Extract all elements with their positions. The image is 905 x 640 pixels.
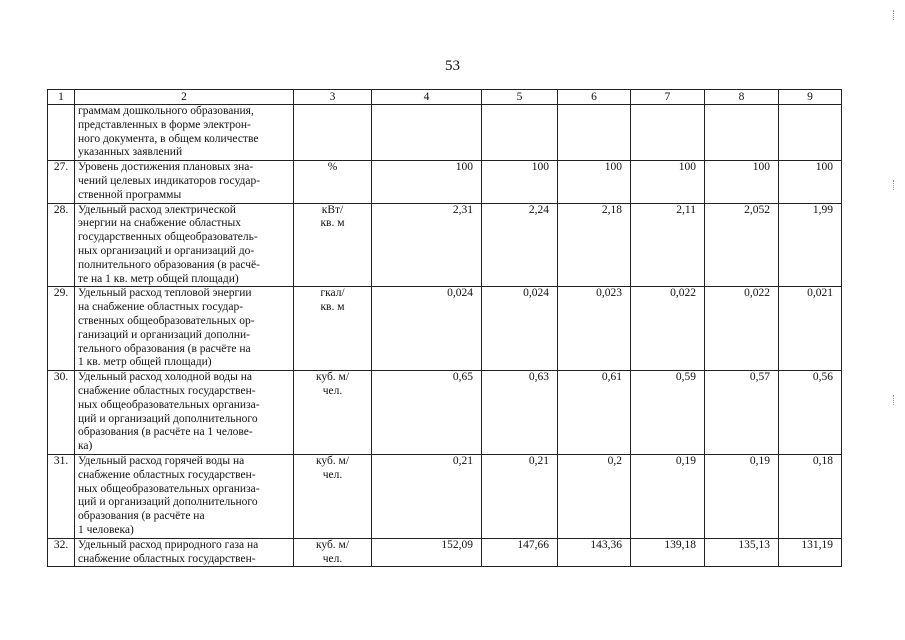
indicator-name-line: Удельный расход горячей воды на bbox=[78, 454, 245, 467]
value-cell bbox=[558, 105, 631, 161]
unit-line: гкал/ bbox=[320, 287, 345, 300]
indicator-name-line: ного документа, в общем количестве bbox=[78, 132, 259, 145]
value-cell: 147,66 bbox=[482, 538, 558, 567]
value-cell: 0,19 bbox=[705, 454, 779, 538]
indicator-name bbox=[75, 371, 294, 455]
value-cell: 0,57 bbox=[705, 371, 779, 455]
row-number bbox=[48, 105, 75, 161]
row-number: 32. bbox=[48, 538, 75, 567]
table-row bbox=[48, 203, 842, 287]
unit-line: чел. bbox=[322, 468, 343, 481]
value-cell: 0,023 bbox=[558, 287, 631, 371]
indicator-name-line: на снабжение областных государ- bbox=[78, 301, 244, 314]
unit-cell bbox=[294, 454, 372, 538]
value-cell: 2,052 bbox=[705, 203, 779, 287]
unit-line: кв. м bbox=[320, 217, 345, 230]
indicator-name-line: Удельный расход тепловой энергии bbox=[78, 287, 252, 300]
indicator-name-line: представленных в форме электрон- bbox=[78, 118, 251, 131]
indicator-name-line: Удельный расход холодной воды на bbox=[78, 371, 252, 384]
value-cell: 100 bbox=[372, 161, 482, 203]
column-header: 9 bbox=[779, 90, 842, 105]
indicator-name bbox=[75, 203, 294, 287]
indicator-name bbox=[75, 454, 294, 538]
unit-line: кВт/ bbox=[321, 203, 344, 216]
unit-line: куб. м/ bbox=[315, 371, 350, 384]
value-cell: 0,022 bbox=[705, 287, 779, 371]
value-cell: 0,21 bbox=[372, 454, 482, 538]
unit-line: куб. м/ bbox=[315, 538, 350, 551]
indicator-name-line: ганизаций и организаций дополни- bbox=[78, 328, 250, 341]
column-header: 3 bbox=[294, 90, 372, 105]
table-row bbox=[48, 371, 842, 455]
indicator-name-line: образования (в расчёте на bbox=[78, 510, 205, 523]
column-header: 1 bbox=[48, 90, 75, 105]
value-cell: 100 bbox=[705, 161, 779, 203]
indicator-name-line: снабжение областных государствен- bbox=[78, 552, 256, 565]
value-cell: 100 bbox=[779, 161, 842, 203]
value-cell: 0,2 bbox=[558, 454, 631, 538]
indicator-name bbox=[75, 287, 294, 371]
unit-line: чел. bbox=[322, 384, 343, 397]
value-cell: 0,19 bbox=[631, 454, 705, 538]
indicator-name bbox=[75, 538, 294, 567]
row-number: 29. bbox=[48, 287, 75, 371]
value-cell: 2,31 bbox=[372, 203, 482, 287]
indicator-name-line: Удельный расход природного газа на bbox=[78, 538, 259, 551]
column-header: 6 bbox=[558, 90, 631, 105]
page-number: 53 bbox=[445, 58, 460, 74]
row-number: 31. bbox=[48, 454, 75, 538]
value-cell: 0,63 bbox=[482, 371, 558, 455]
value-cell bbox=[482, 105, 558, 161]
value-cell bbox=[705, 105, 779, 161]
value-cell: 100 bbox=[558, 161, 631, 203]
unit-line: чел. bbox=[322, 552, 343, 565]
table-row bbox=[48, 538, 842, 567]
indicator-name-line: 1 человека) bbox=[78, 523, 134, 536]
unit-cell bbox=[294, 538, 372, 567]
unit-line: % bbox=[327, 161, 338, 174]
indicator-name-line: снабжение областных государствен- bbox=[78, 384, 256, 397]
indicator-name-line: ных организаций и организаций до- bbox=[78, 244, 255, 257]
indicator-name-line: чений целевых индикаторов государ- bbox=[78, 174, 261, 187]
indicator-name-line: ных общеобразовательных организа- bbox=[78, 398, 260, 411]
indicator-name bbox=[75, 161, 294, 203]
indicator-name-line: энергии на снабжение областных bbox=[78, 217, 242, 230]
value-cell: 135,13 bbox=[705, 538, 779, 567]
unit-line: кв. м bbox=[320, 301, 345, 314]
table-row bbox=[48, 454, 842, 538]
indicator-name-line: ций и организаций дополнительного bbox=[78, 412, 258, 425]
unit-cell bbox=[294, 371, 372, 455]
value-cell bbox=[631, 105, 705, 161]
indicator-name-line: ственной программы bbox=[78, 188, 182, 201]
indicator-table bbox=[47, 89, 842, 567]
value-cell: 0,021 bbox=[779, 287, 842, 371]
table-row bbox=[48, 287, 842, 371]
value-cell: 0,024 bbox=[482, 287, 558, 371]
edge-mark bbox=[893, 10, 895, 20]
row-number: 27. bbox=[48, 161, 75, 203]
indicator-name-line: государственных общеобразователь- bbox=[78, 231, 258, 244]
indicator-name-line: 1 кв. метр общей площади) bbox=[78, 356, 212, 369]
column-header: 5 bbox=[482, 90, 558, 105]
indicator-name-line: снабжение областных государствен- bbox=[78, 468, 256, 481]
unit-cell bbox=[294, 203, 372, 287]
row-number: 30. bbox=[48, 371, 75, 455]
value-cell: 2,18 bbox=[558, 203, 631, 287]
value-cell: 0,18 bbox=[779, 454, 842, 538]
indicator-name-line: ций и организаций дополнительного bbox=[78, 496, 258, 509]
table-body bbox=[48, 90, 842, 567]
unit-cell bbox=[294, 105, 372, 161]
value-cell: 0,61 bbox=[558, 371, 631, 455]
value-cell bbox=[779, 105, 842, 161]
value-cell: 0,59 bbox=[631, 371, 705, 455]
row-number: 28. bbox=[48, 203, 75, 287]
value-cell: 100 bbox=[482, 161, 558, 203]
table-row bbox=[48, 161, 842, 203]
value-cell: 100 bbox=[631, 161, 705, 203]
value-cell: 0,022 bbox=[631, 287, 705, 371]
value-cell: 0,65 bbox=[372, 371, 482, 455]
indicator-name bbox=[75, 105, 294, 161]
edge-mark bbox=[893, 395, 895, 405]
indicator-name-line: образования (в расчёте на 1 челове- bbox=[78, 426, 253, 439]
indicator-name-line: граммам дошкольного образования, bbox=[78, 105, 254, 117]
indicator-name-line: Удельный расход электрической bbox=[78, 203, 236, 216]
value-cell bbox=[372, 105, 482, 161]
column-header: 7 bbox=[631, 90, 705, 105]
value-cell: 131,19 bbox=[779, 538, 842, 567]
value-cell: 143,36 bbox=[558, 538, 631, 567]
value-cell: 1,99 bbox=[779, 203, 842, 287]
indicator-name-line: указанных заявлений bbox=[78, 146, 183, 159]
value-cell: 0,024 bbox=[372, 287, 482, 371]
unit-cell bbox=[294, 161, 372, 203]
edge-mark bbox=[893, 180, 895, 190]
value-cell: 139,18 bbox=[631, 538, 705, 567]
table-header-row bbox=[48, 90, 842, 105]
indicator-name-line: ственных общеобразовательных ор- bbox=[78, 314, 255, 327]
indicator-name-line: ных общеобразовательных организа- bbox=[78, 482, 260, 495]
indicator-name-line: те на 1 кв. метр общей площади) bbox=[78, 272, 239, 285]
column-header: 4 bbox=[372, 90, 482, 105]
column-header: 8 bbox=[705, 90, 779, 105]
value-cell: 0,21 bbox=[482, 454, 558, 538]
value-cell: 2,24 bbox=[482, 203, 558, 287]
column-header: 2 bbox=[75, 90, 294, 105]
value-cell: 152,09 bbox=[372, 538, 482, 567]
value-cell: 0,56 bbox=[779, 371, 842, 455]
indicator-name-line: Уровень достижения плановых зна- bbox=[78, 161, 254, 174]
indicator-name-line: ка) bbox=[78, 440, 93, 453]
table-row bbox=[48, 105, 842, 161]
unit-cell bbox=[294, 287, 372, 371]
indicator-name-line: тельного образования (в расчёте на bbox=[78, 342, 251, 355]
value-cell: 2,11 bbox=[631, 203, 705, 287]
indicator-name-line: полнительного образования (в расчё- bbox=[78, 258, 260, 271]
unit-line: куб. м/ bbox=[315, 454, 350, 467]
